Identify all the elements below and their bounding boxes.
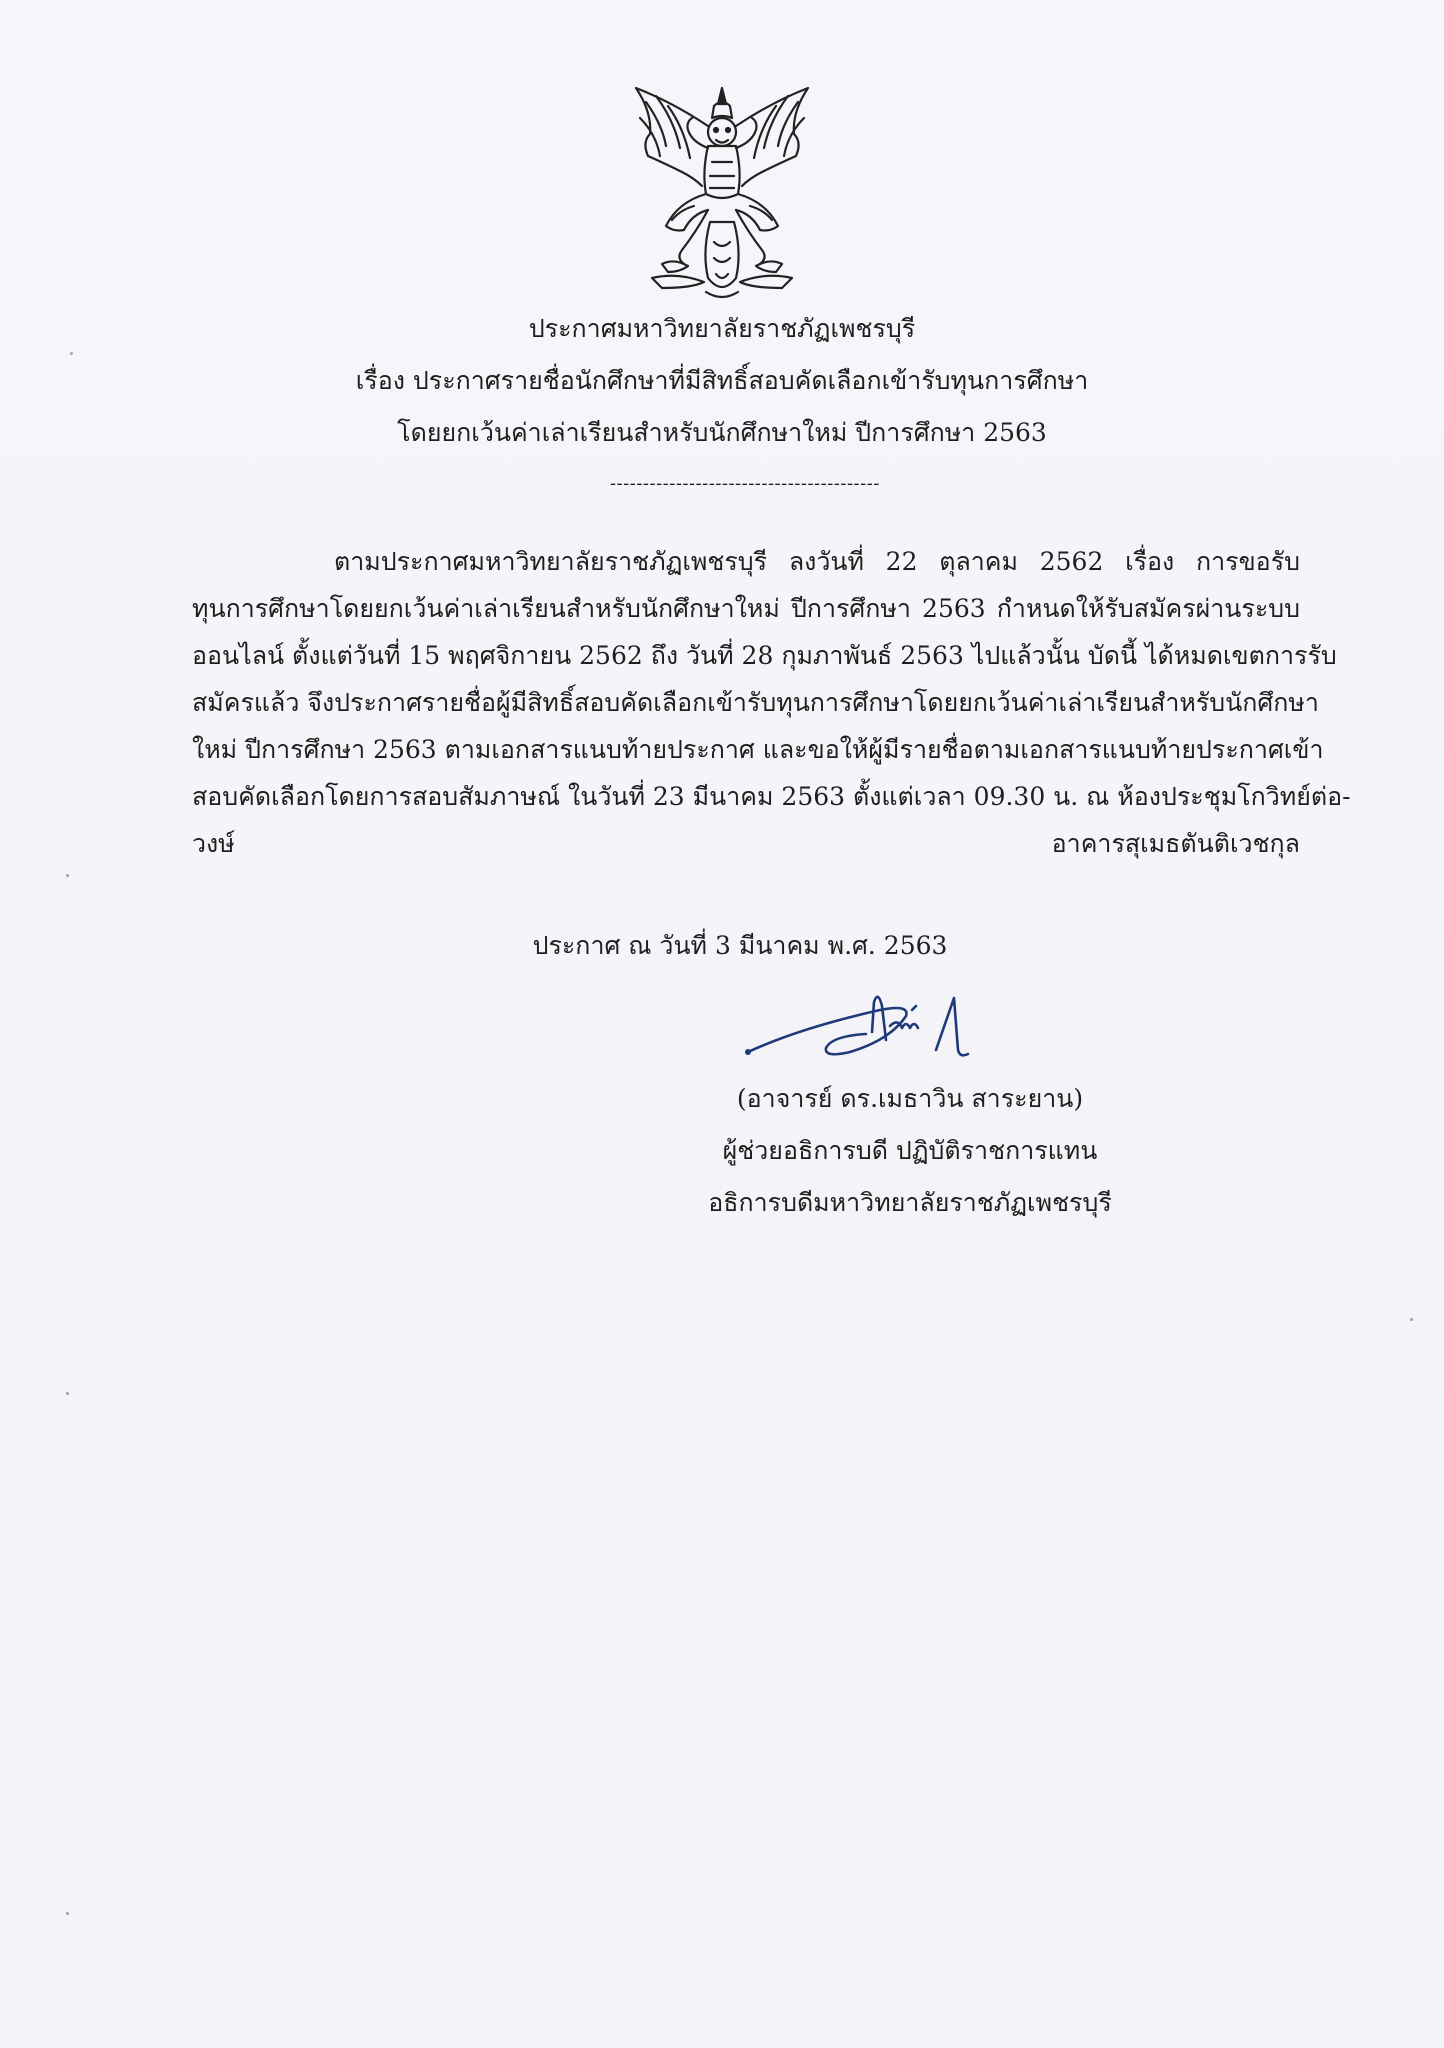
body-line-4: สมัครแล้ว จึงประกาศรายชื่อผู้มีสิทธิ์สอบคัดเลือกเข้ารับทุนการศึกษาโดยยกเว้นค่าเล่าเรียนสำหรับนักศึกษา [192,688,1319,717]
body-line-6: สอบคัดเลือกโดยการสอบสัมภาษณ์ ในวันที่ 23 มีนาคม 2563 ตั้งแต่เวลา 09.30 น. ณ ห้องประชุมโกวิทย์ต่อ- [192,782,1351,811]
scan-speck [1410,1318,1413,1321]
signatory-name: (อาจารย์ ดร.เมธาวิน สาระยาน) [736,1084,1084,1113]
scan-speck [66,874,69,877]
announcement-subject-continued: โดยยกเว้นค่าเล่าเรียนสำหรับนักศึกษาใหม่ ปีการศึกษา 2563 [397,418,1047,447]
body-line-2: ทุนการศึกษาโดยยกเว้นค่าเล่าเรียนสำหรับนักศึกษาใหม่ ปีการศึกษา 2563 กำหนดให้รับสมัครผ่านระบบ [192,594,1300,623]
body-line-5: ใหม่ ปีการศึกษา 2563 ตามเอกสารแนบท้ายประกาศ และขอให้ผู้มีรายชื่อตามเอกสารแนบท้ายประกาศเข้า [192,735,1324,764]
body-line-3: ออนไลน์ ตั้งแต่วันที่ 15 พฤศจิกายน 2562 ถึง วันที่ 28 กุมภาพันธ์ 2563 ไปแล้วนั้น บัดนี้ ได้หมดเขตการรับ [192,641,1337,670]
scan-speck [66,1912,69,1915]
signatory-title: อธิการบดีมหาวิทยาลัยราชภัฏเพชรบุรี [708,1188,1112,1217]
body-line-7: วงษ์ อาคารสุเมธตันติเวชกุล [192,829,1300,858]
handwritten-signature-icon [740,980,1000,1070]
announcement-subject: เรื่อง ประกาศรายชื่อนักศึกษาที่มีสิทธิ์สอบคัดเลือกเข้ารับทุนการศึกษา [355,366,1089,395]
scan-speck [70,352,73,355]
announcement-title: ประกาศมหาวิทยาลัยราชภัฏเพชรบุรี [528,314,916,343]
signatory-position: ผู้ช่วยอธิการบดี ปฏิบัติราชการแทน [722,1136,1098,1165]
announcement-date: ประกาศ ณ วันที่ 3 มีนาคม พ.ศ. 2563 [532,931,948,960]
header-separator: ----------------------------------------- [610,474,880,494]
garuda-emblem-icon [622,82,822,304]
scan-speck [66,1392,69,1395]
body-line-1: ตามประกาศมหาวิทยาลัยราชภัฏเพชรบุรี ลงวันที่ 22 ตุลาคม 2562 เรื่อง การขอรับ [334,547,1300,576]
